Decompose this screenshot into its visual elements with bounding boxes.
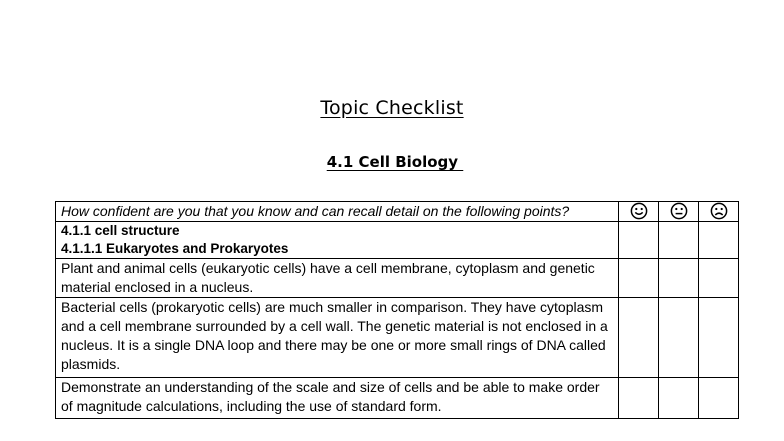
unsure-column-header (659, 202, 699, 222)
not-confident-column-header (699, 202, 739, 222)
smiling-face-icon (630, 202, 648, 220)
unsure-checkbox-cell[interactable] (659, 298, 699, 378)
not-confident-checkbox-cell[interactable] (699, 378, 739, 419)
page-title: Topic Checklist (320, 97, 464, 119)
not-confident-checkbox-cell[interactable] (699, 222, 739, 259)
not-confident-checkbox-cell[interactable] (699, 259, 739, 298)
unsure-checkbox-cell[interactable] (659, 222, 699, 259)
checklist-row (56, 259, 739, 298)
section-heading-row (56, 222, 739, 259)
neutral-face-icon (670, 202, 688, 220)
checklist-item-text-cell (56, 378, 619, 419)
unsure-checkbox-cell[interactable] (659, 259, 699, 298)
confidence-question: How confident are you that you know and can recall detail on the following points? (56, 202, 619, 222)
not-confident-checkbox-cell[interactable] (699, 298, 739, 378)
confident-checkbox-cell[interactable] (619, 259, 659, 298)
page-subtitle: 4.1 Cell Biology (326, 153, 464, 171)
checklist-item-text: Plant and animal cells (eukaryotic cells) have a cell membrane, cytoplasm and genetic material enclosed in a nucleus. (61, 260, 595, 295)
unsure-checkbox-cell[interactable] (659, 378, 699, 419)
confident-checkbox-cell[interactable] (619, 298, 659, 378)
confident-checkbox-cell[interactable] (619, 222, 659, 259)
section-heading-line-2: 4.1.1.1 Eukaryotes and Prokaryotes (61, 241, 289, 256)
checklist-item-text: Bacterial cells (prokaryotic cells) are much smaller in comparison. They have cytoplasm and a cell membrane surrounded by a cell wall. The genetic material is not enclosed in a nucleus. It is a single DNA loop and there may be one or more small rings of DNA called plasmids. (61, 299, 608, 372)
checklist-item-text: Demonstrate an understanding of the scale and size of cells and be able to make order of magnitude calculations, including the use of standard form. (61, 379, 600, 414)
section-heading-cell (56, 222, 619, 259)
checklist-item-text-cell (56, 259, 619, 298)
checklist-item-text-cell (56, 298, 619, 378)
section-heading-line-1: 4.1.1 cell structure (61, 223, 180, 238)
checklist-row (56, 298, 739, 378)
checklist-row (56, 378, 739, 419)
topic-checklist-table (55, 201, 739, 419)
confident-column-header (619, 202, 659, 222)
table-header-row (56, 202, 739, 222)
confident-checkbox-cell[interactable] (619, 378, 659, 419)
frowning-face-icon (710, 202, 728, 220)
